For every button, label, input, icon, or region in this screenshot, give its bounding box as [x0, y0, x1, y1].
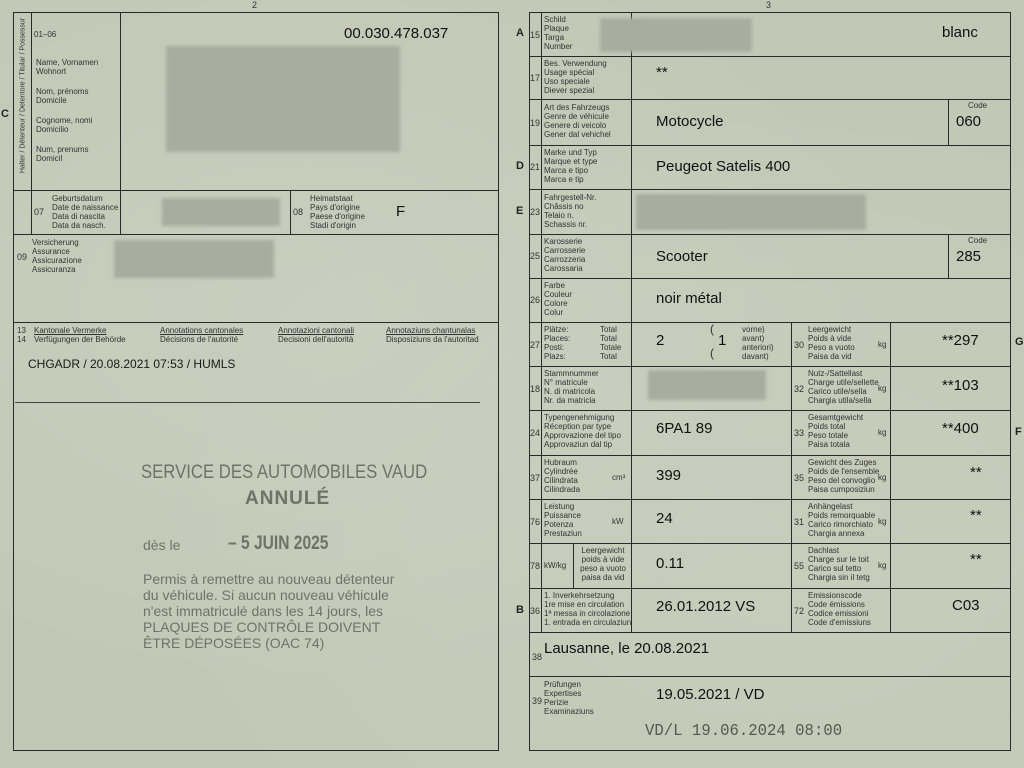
- empty-weight-unit: kg: [878, 340, 887, 349]
- roof-load-value: **: [970, 551, 982, 568]
- field-08-number: 08: [293, 207, 304, 217]
- field-01-number: 01–06: [34, 30, 57, 39]
- towing-unit: kg: [878, 517, 887, 526]
- total-weight-value: **400: [942, 420, 979, 437]
- vehicle-type-value: Motocycle: [656, 113, 724, 130]
- field-39-number: 39: [532, 696, 543, 706]
- body-value: Scooter: [656, 248, 708, 265]
- inspection-value: 19.05.2021 / VD: [656, 686, 765, 703]
- matricule-labels: Stammnummer N° matricule N. di matricola Nr. da matricla: [544, 369, 599, 405]
- code-label-25: Code: [968, 236, 988, 245]
- stamp-date: – 5 JUIN 2025: [228, 533, 329, 554]
- inspection-stamp: VD/L 19.06.2024 08:00: [645, 722, 843, 741]
- field-38-number: 38: [532, 652, 543, 662]
- side-letter-g: G: [1015, 336, 1024, 348]
- first-registration-labels: 1. Inverkehrsetzung 1re mise en circulation 1ª messa in circolazione 1. entrada en circulaziun: [544, 591, 632, 627]
- annotations-fr: Annotations cantonales Décisions de l'autorité: [160, 326, 244, 344]
- empty-weight-labels: Leergewicht Poids à vide Peso a vuoto Paisa da vid: [808, 325, 855, 361]
- type-approval-value: 6PA1 89: [656, 420, 713, 437]
- payload-labels: Nutz-/Sattellast Charge utile/sellette Carico utile/sella Chargia utila/sella: [808, 369, 879, 405]
- side-letter-b: B: [516, 604, 524, 616]
- field-15-number: 15: [530, 30, 541, 40]
- annotations-de: Kantonale Vermerke Verfügungen der Behörde: [34, 326, 126, 344]
- train-weight-labels: Gewicht des Zuges Poids de l'ensemble Peso del convoglio Paisa cumposiziun: [808, 458, 880, 494]
- make-labels: Marke und Typ Marque et type Marca e tipo Marca e tip: [544, 148, 598, 184]
- total-weight-unit: kg: [878, 428, 887, 437]
- side-letter-f: F: [1015, 426, 1022, 438]
- body-code: 285: [956, 248, 982, 265]
- annotations-rm: Annotaziuns chantunalas Disposiziuns da l'autoritad: [386, 326, 479, 344]
- total-weight-labels: Gesamtgewicht Poids total Peso totale Paisa totala: [808, 413, 864, 449]
- emission-value: C03: [952, 597, 980, 614]
- chassis-labels: Fahrgestell-Nr. Châssis no Telaio n. Schassis nr.: [544, 193, 597, 229]
- train-weight-value: **: [970, 464, 982, 481]
- field-18-number: 18: [530, 384, 541, 394]
- redacted-matricule: [648, 370, 766, 400]
- page-number-left: 2: [252, 0, 258, 10]
- payload-unit: kg: [878, 384, 887, 393]
- field-76-number: 76: [530, 517, 541, 527]
- issue-place-date: Lausanne, le 20.08.2021: [544, 640, 710, 657]
- stamp-service: SERVICE DES AUTOMOBILES VAUD: [141, 462, 428, 483]
- side-letter-e: E: [516, 205, 524, 217]
- towing-value: **: [970, 507, 982, 524]
- field-25-number: 25: [530, 251, 541, 261]
- redacted-holder-name: [166, 46, 400, 152]
- plate-value: blanc: [942, 24, 978, 41]
- field-36-number: 36: [530, 606, 541, 616]
- power-weight-value: 0.11: [656, 555, 685, 572]
- first-registration-value: 26.01.2012 VS: [656, 598, 756, 615]
- vehicle-type-labels: Art des Fahrzeugs Genre de véhicule Genere di veicolo Gener dal vehichel: [544, 103, 611, 139]
- seats-front-paren: (: [710, 322, 714, 336]
- field-27-number: 27: [530, 340, 541, 350]
- roof-load-unit: kg: [878, 561, 887, 570]
- field-24-number: 24: [530, 428, 541, 438]
- payload-value: **103: [942, 377, 979, 394]
- seats-labels: Plätze: Places: Posti: Plazs:: [544, 325, 571, 361]
- annotation-numbers: 13 14: [17, 326, 26, 344]
- power-weight-labels: Leergewicht poids à vide peso a vuoto paisa da vid: [580, 546, 626, 582]
- color-labels: Farbe Couleur Colore Colur: [544, 281, 573, 317]
- body-labels: Karosserie Carrosserie Carrozzeria Carossaria: [544, 237, 586, 273]
- power-unit: kW: [612, 517, 624, 526]
- train-weight-unit: kg: [878, 473, 887, 482]
- seats-front-value: 1: [718, 332, 727, 349]
- field-72-number: 72: [794, 606, 805, 616]
- field-31-number: 31: [794, 517, 805, 527]
- change-address-line: CHGADR / 20.08.2021 07:53 / HUMLS: [28, 357, 236, 371]
- field-26-number: 26: [530, 295, 541, 305]
- seats-total-value: 2: [656, 332, 665, 349]
- field-07-number: 07: [34, 207, 45, 217]
- color-value: noir métal: [656, 290, 722, 307]
- field-23-number: 23: [530, 207, 541, 217]
- insurance-labels: Versicherung Assurance Assicurazione Assicuranza: [32, 238, 82, 274]
- redacted-chassis: [636, 194, 866, 230]
- field-19-number: 19: [530, 118, 541, 128]
- page-number-right: 3: [766, 0, 772, 10]
- empty-weight-value: **297: [942, 332, 979, 349]
- field-32-number: 32: [794, 384, 805, 394]
- emission-labels: Emissionscode Code émissions Codice emissioni Code d'emissiuns: [808, 591, 871, 627]
- inspection-labels: Prüfungen Expertises Perizie Examinaziuns: [544, 680, 594, 716]
- stamp-text: Permis à remettre au nouveau détenteur du véhicule. Si aucun nouveau véhicule n'est immatriculé dans les 14 jours, les PLAQUES DE CONTRÔLE DOIVENT ÊTRE DÉPOSÉES (OAC 74): [143, 571, 395, 651]
- annotations-it: Annotazioni cantonali Decisioni dell'autorità: [278, 326, 355, 344]
- power-value: 24: [656, 510, 673, 527]
- field-30-number: 30: [794, 340, 805, 350]
- side-letter-a: A: [516, 27, 524, 39]
- type-approval-labels: Typengenehmigung Réception par type Approvazione del tipo Approvaziun dal tip: [544, 413, 621, 449]
- displacement-value: 399: [656, 467, 682, 484]
- field-78-number: 78: [530, 561, 541, 571]
- power-labels: Leistung Puissance Potenza Prestaziun: [544, 502, 582, 538]
- field-37-number: 37: [530, 473, 541, 483]
- redacted-plate: [600, 18, 752, 52]
- roof-load-labels: Dachlast Charge sur le toit Carico sul tetto Chargia sin il tetg: [808, 546, 870, 582]
- holder-number: 00.030.478.037: [344, 25, 449, 42]
- field-33-number: 33: [794, 428, 805, 438]
- holder-name-labels: Name, Vornamen Wohnort Nom, prénoms Domicile Cognome, nomi Domicilio Num, prenums Domicil: [36, 58, 99, 163]
- stamp-des-le: dès le: [143, 537, 181, 553]
- usage-labels: Bes. Verwendung Usage spécial Uso speciale Diever spezial: [544, 59, 607, 95]
- seats-total-labels: Total Total Totale Total: [600, 325, 622, 361]
- field-35-number: 35: [794, 473, 805, 483]
- side-letter-d: D: [516, 160, 524, 172]
- towing-labels: Anhängelast Poids remorquable Carico rimorchiato Chargia annexa: [808, 502, 876, 538]
- side-letter-c: C: [1, 108, 9, 120]
- displacement-unit: cm³: [612, 473, 626, 482]
- code-label-19: Code: [968, 101, 988, 110]
- make-value: Peugeot Satelis 400: [656, 158, 791, 175]
- stamp-annule: ANNULÉ: [245, 488, 331, 509]
- vehicle-type-code: 060: [956, 113, 982, 130]
- redacted-insurance: [114, 240, 274, 278]
- field-55-number: 55: [794, 561, 805, 571]
- field-09-number: 09: [17, 252, 28, 262]
- origin-value: F: [396, 203, 406, 220]
- seats-front-labels: vorne) avant) anteriori) davant): [742, 325, 774, 361]
- usage-value: **: [656, 64, 668, 81]
- seats-front-paren-2: (: [710, 346, 714, 360]
- origin-labels: Heimatstaat Pays d'origine Paese d'origine Stadi d'origin: [310, 194, 365, 230]
- displacement-labels: Hubraum Cylindrée Cilindrata Cilindrada: [544, 458, 581, 494]
- field-21-number: 21: [530, 162, 541, 172]
- plate-labels: Schild Plaque Targa Number: [544, 15, 573, 51]
- field-17-number: 17: [530, 73, 541, 83]
- redacted-birthdate: [162, 198, 280, 226]
- birthdate-labels: Geburtsdatum Date de naissance Data di nascita Data da nasch.: [52, 194, 119, 230]
- power-weight-unit: kW/kg: [544, 561, 567, 570]
- holder-vertical-label: Halter / Détenteur / Detentore / Titular / Possessur: [19, 17, 27, 174]
